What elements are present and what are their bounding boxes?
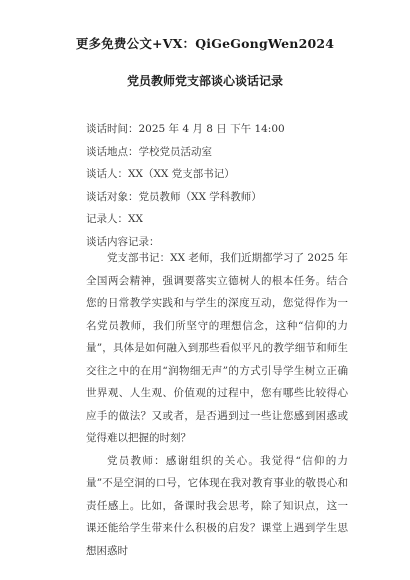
watermark-header: 更多免费公文+VX：QiGeGongWen2024 — [75, 36, 335, 51]
meta-recorder: 记录人：XX — [86, 213, 143, 225]
meta-content-label: 谈话内容记录： — [86, 235, 160, 248]
meta-place: 谈话地点：学校党员活动室 — [86, 145, 212, 158]
meta-time: 谈话时间：2025 年 4 月 8 日 下午 14:00 — [86, 123, 285, 135]
paragraph-teacher: 党员教师：感谢组织的关心。我觉得“信仰的力量”不是空洞的口号，它体现在我对教育事业的敬畏心和责任感上。比如，备课时我会思考，除了知识点，这一课还能给学生带来什么积极的启发？课堂上遇到学生思想困惑时 — [86, 454, 348, 557]
paragraph-secretary: 党支部书记：XX 老师，我们近期都学习了 2025 年全国两会精神，强调要落实立德树人的根本任务。结合您的日常教学实践和与学生的深度互动，您觉得作为一名党员教师，我们所坚守的理想信念，这种“信仰的力量”，具体是如何融入到那些看似平凡的教学细节和师生交往之中的在用“润物细无声”的方式引导学生树立正确世界观、人生观、价值观的过程中，您有哪些比较得心应手的做法？又或者，是否遇到过一些让您感到困惑或觉得难以把握的时刻？ — [86, 252, 348, 444]
conversation-body — [86, 247, 348, 562]
document-title: 党员教师党支部谈心谈话记录 — [126, 74, 283, 88]
meta-talker: 谈话人：XX（XX 党支部书记） — [86, 168, 235, 180]
meta-target: 谈话对象：党员教师（XX 学科教师） — [86, 190, 262, 203]
meta-list — [86, 118, 285, 253]
